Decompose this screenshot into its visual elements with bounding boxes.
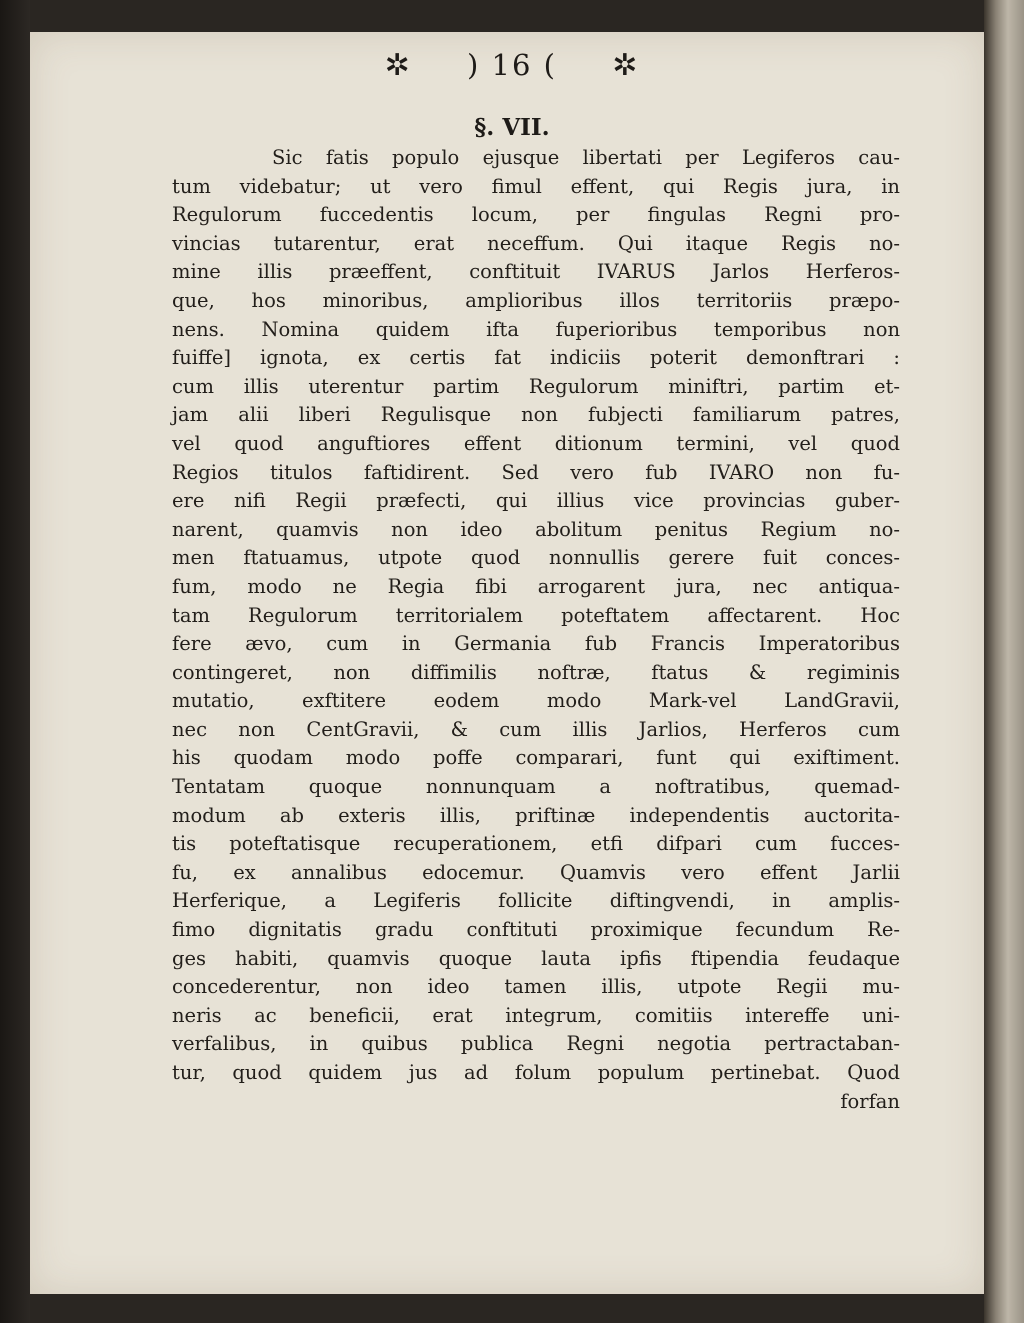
text-line: fuiffe] ignota, ex certis fat indiciis poterit demonftrari : — [172, 346, 900, 370]
text-line: contingeret, non diffimilis noftræ, ftatus & regiminis — [172, 660, 900, 684]
text-line: fu, ex annalibus edocemur. Quamvis vero effent Jarlii — [172, 860, 900, 884]
text-line: tam Regulorum territorialem poteftatem affectarent. Hoc — [172, 603, 900, 627]
left-ornament-icon: ✲ — [384, 48, 412, 83]
text-line: concederentur, non ideo tamen illis, utpote Regii mu- — [172, 975, 900, 999]
body-text — [172, 144, 900, 1116]
text-line: Herferique, a Legiferis follicite diftingvendi, in amplis- — [172, 889, 900, 913]
text-line: tur, quod quidem jus ad folum populum pertinebat. Quod — [172, 1061, 900, 1084]
text-line: his quodam modo poffe comparari, funt qui exiftiment. — [172, 746, 900, 770]
text-line: cum illis uterentur partim Regulorum miniftri, partim et- — [172, 374, 900, 398]
text-line: verfalibus, in quibus publica Regni negotia pertractaban- — [172, 1032, 900, 1056]
text-line: fimo dignitatis gradu conftituti proximique fecundum Re- — [172, 918, 900, 942]
right-ornament-icon: ✲ — [612, 48, 640, 83]
text-line: fere ævo, cum in Germania fub Francis Imperatoribus — [172, 632, 900, 656]
text-line: nec non CentGravii, & cum illis Jarlios, Herferos cum — [172, 717, 900, 741]
catchword: forfan — [840, 1089, 900, 1113]
section-heading: §. VII. — [474, 114, 550, 141]
text-line: que, hos minoribus, amplioribus illos territoriis præpo- — [172, 288, 900, 312]
text-line: mine illis præeffent, conftituit IVARUS Jarlos Herferos- — [172, 260, 900, 284]
book-right-edge — [984, 0, 1024, 1323]
text-line: modum ab exteris illis, priftinæ independentis auctorita- — [172, 803, 900, 827]
running-header — [0, 48, 1024, 83]
text-line: tis poteftatisque recuperationem, etfi difpari cum fucces- — [172, 832, 900, 856]
text-line: neris ac beneficii, erat integrum, comitiis intereffe uni- — [172, 1003, 900, 1027]
text-line: jam alii liberi Regulisque non fubjecti familiarum patres, — [172, 403, 900, 427]
text-line: men ftatuamus, utpote quod nonnullis gerere fuit conces- — [172, 546, 900, 570]
book-left-margin — [0, 0, 30, 1323]
page-number: ) 16 ( — [467, 48, 557, 82]
text-line: ere nifi Regii præfecti, qui illius vice provincias guber- — [172, 489, 900, 513]
text-line: ges habiti, quamvis quoque lauta ipfis ftipendia feudaque — [172, 946, 900, 970]
text-line: mutatio, exftitere eodem modo Mark-vel LandGravii, — [172, 689, 900, 713]
text-line: Sic fatis populo ejusque libertati per Legiferos cau- — [272, 146, 900, 169]
text-line: vel quod anguftiores effent ditionum termini, vel quod — [172, 431, 900, 455]
text-line: Regios titulos faftidirent. Sed vero fub IVARO non fu- — [172, 460, 900, 484]
text-line: fum, modo ne Regia fibi arrogarent jura, nec antiqua- — [172, 574, 900, 598]
text-line: nens. Nomina quidem ifta fuperioribus temporibus non — [172, 317, 900, 341]
text-line: Regulorum fuccedentis locum, per fingulas Regni pro- — [172, 203, 900, 227]
text-line: Tentatam quoque nonnunquam a noftratibus, quemad- — [172, 775, 900, 799]
text-line: tum videbatur; ut vero fimul effent, qui Regis jura, in — [172, 174, 900, 198]
text-line: narent, quamvis non ideo abolitum penitus Regium no- — [172, 517, 900, 541]
text-line: vincias tutarentur, erat neceffum. Qui itaque Regis no- — [172, 231, 900, 255]
